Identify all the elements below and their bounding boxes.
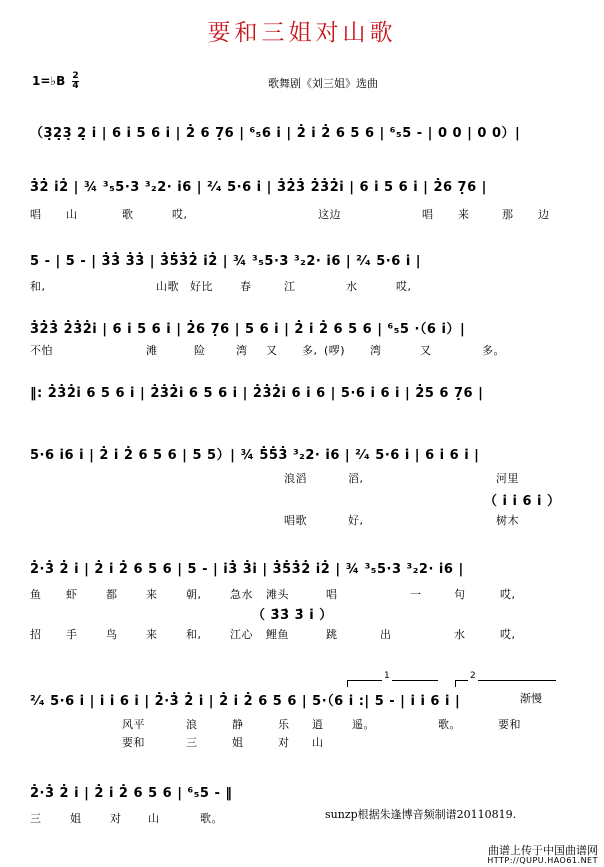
lyric: 险	[194, 344, 206, 357]
lyric: 三	[186, 736, 198, 749]
lyric: 哎,	[500, 588, 516, 601]
lyric: 跳	[326, 628, 338, 641]
lyric: 滔,	[348, 472, 364, 485]
lyric: 湾	[236, 344, 248, 357]
lyric: 鱼	[30, 588, 42, 601]
lyric: 乐	[278, 718, 290, 731]
lyric: 歌。	[200, 812, 223, 825]
lyric: 虾	[66, 588, 78, 601]
lyric: 好比	[190, 280, 213, 293]
site-url: HTTP://QUPU.HAO61.NET	[487, 856, 598, 865]
lyric: 江	[284, 280, 296, 293]
lyric: 和,	[186, 628, 202, 641]
transcriber-credit: sunzp根据朱逢博音频制谱20110819.	[325, 808, 517, 821]
lyric: 对	[278, 736, 290, 749]
lyric: 都	[106, 588, 118, 601]
volta-2-label: 2	[470, 671, 476, 681]
lyric: (啰)	[324, 344, 346, 357]
lyric: 树木	[496, 514, 519, 527]
lyric: 急水	[230, 588, 253, 601]
lyric: 朝,	[186, 588, 202, 601]
lyric: 对	[110, 812, 122, 825]
lyric: 滩	[146, 344, 158, 357]
lyric: 歌	[122, 208, 134, 221]
lyric: 歌。	[438, 718, 461, 731]
lyric: 哎,	[396, 280, 412, 293]
lyric: 来	[458, 208, 470, 221]
lyric: 来	[146, 628, 158, 641]
lyric: 这边	[318, 208, 341, 221]
tempo-marking: 渐慢	[520, 692, 542, 705]
lyric: 和,	[30, 280, 46, 293]
lyric: 又	[420, 344, 432, 357]
lyric: 边	[538, 208, 550, 221]
system-2-notes: 3̇2̇ i̇2̇ | ¾ ³₅5·3 ³₂2· i̇6 | ²⁄₄ 5·6 i̇ | 3̇2̇3̇ 2̇3̇2̇i̇ | 6 i̇ 5 6 i̇ | 2̇6 7̣6 |	[30, 180, 487, 195]
system-9-notes: 2̇·3̇ 2̇ i̇ | 2̇ i̇ 2̇ 6 5 6 | ⁶₅5 - ‖	[30, 786, 233, 801]
lyric: 姐	[232, 736, 244, 749]
lyric: 逍	[312, 718, 324, 731]
key-signature	[32, 72, 79, 91]
lyric: 河里	[496, 472, 519, 485]
lyric: 要和	[498, 718, 521, 731]
lyric: 水	[454, 628, 466, 641]
page-title: 要和三姐对山歌	[207, 20, 397, 46]
lyric: 浪滔	[284, 472, 307, 485]
lyric: 多。	[482, 344, 505, 357]
lyric: 风平	[122, 718, 145, 731]
volta-1-label: 1	[384, 671, 390, 681]
lyric: 哎,	[500, 628, 516, 641]
lyric: 哎,	[172, 208, 188, 221]
system-3-notes: 5 - | 5 - | 3̇3̇ 3̇3̇ | 3̇5̇3̇2̇ i̇2̇ | ¾ ³₅5·3 ³₂2· i̇6 | ²⁄₄ 5·6 i̇ |	[30, 254, 422, 269]
lyric: 唱	[30, 208, 42, 221]
lyric: 不怕	[30, 344, 53, 357]
lyric: 山	[148, 812, 160, 825]
lyric: 鲤鱼	[266, 628, 289, 641]
system-7-alt-notes: （ 3̇3̇ 3̇ i̇ ）	[252, 608, 333, 623]
lyric: 又	[266, 344, 278, 357]
lyric: 唱	[326, 588, 338, 601]
lyric: 山	[312, 736, 324, 749]
site-watermark: 曲谱上传于中国曲谱网	[488, 844, 598, 857]
system-6-notes: 5·6 i̇6 i̇ | 2̇ i̇ 2̇ 6 5 6 | 5 5）| ¾ 5̇5̇3̇ ³₂2· i̇6 | ²⁄₄ 5·6 i̇ | 6 i̇ 6 i̇ |	[30, 448, 480, 463]
lyric: 出	[380, 628, 392, 641]
lyric: 春	[240, 280, 252, 293]
lyric: 那	[502, 208, 514, 221]
lyric: 山	[66, 208, 78, 221]
lyric: 好,	[348, 514, 364, 527]
lyric: 一	[410, 588, 422, 601]
system-6-alt-notes: （ i̇ i̇ 6 i̇ ）	[484, 494, 561, 509]
time-bottom: 4	[72, 81, 79, 91]
lyric: 浪	[186, 718, 198, 731]
system-1-notes: （3̣2̣3̣ 2̣ i̇ | 6 i̇ 5 6 i̇ | 2̇ 6 7̣6 | ⁶₅6 i̇ | 2̇ i̇ 2̇ 6 5 6 | ⁶₅5 - | 0 0 | 0 0）|	[30, 126, 521, 141]
volta-1	[347, 671, 438, 687]
system-5-notes: ‖: 2̇3̇2̇i̇ 6 5 6 i̇ | 2̇3̇2̇i̇ 6 5 6 i̇ | 2̇3̇2̇i̇ 6 i̇ 6 | 5·6 i̇ 6 i̇ | 2̇5 6 7̣6 |	[30, 386, 484, 401]
system-7-notes: 2̇·3̇ 2̇ i̇ | 2̇ i̇ 2̇ 6 5 6 | 5 - | i̇3̇ 3̇i̇ | 3̇5̇3̇2̇ i̇2̇ | ¾ ³₅5·3 ³₂2· i̇6 |	[30, 562, 464, 577]
lyric: 遥。	[352, 718, 375, 731]
lyric: 多,	[302, 344, 318, 357]
lyric: 三	[30, 812, 42, 825]
lyric: 要和	[122, 736, 145, 749]
lyric: 来	[146, 588, 158, 601]
system-8-notes: ²⁄₄ 5·6 i̇ | i̇ i̇ 6 i̇ | 2̇·3̇ 2̇ i̇ | 2̇ i̇ 2̇ 6 5 6 | 5·（6 i̇ :| 5 - | i̇ i̇ 6 i̇ |	[30, 694, 461, 709]
lyric: 句	[454, 588, 466, 601]
lyric: 唱歌	[284, 514, 307, 527]
system-4-notes: 3̇2̇3̇ 2̇3̇2̇i̇ | 6 i̇ 5 6 i̇ | 2̇6 7̣6 | 5 6 i̇ | 2̇ i̇ 2̇ 6 5 6 | ⁶₅5 ·（6 i̇）|	[30, 322, 466, 337]
lyric: 山歌	[156, 280, 179, 293]
lyric: 江心	[230, 628, 253, 641]
lyric: 水	[346, 280, 358, 293]
lyric: 招	[30, 628, 42, 641]
time-top: 2	[72, 71, 79, 81]
volta-2	[455, 671, 556, 687]
lyric: 湾	[370, 344, 382, 357]
lyric: 鸟	[106, 628, 118, 641]
lyric: 姐	[70, 812, 82, 825]
key-label: 1=♭B	[32, 74, 66, 88]
lyric: 静	[232, 718, 244, 731]
lyric: 滩头	[266, 588, 289, 601]
time-signature	[72, 72, 78, 91]
lyric: 唱	[422, 208, 434, 221]
source-note: 歌舞剧《刘三姐》选曲	[268, 77, 378, 90]
lyric: 手	[66, 628, 78, 641]
